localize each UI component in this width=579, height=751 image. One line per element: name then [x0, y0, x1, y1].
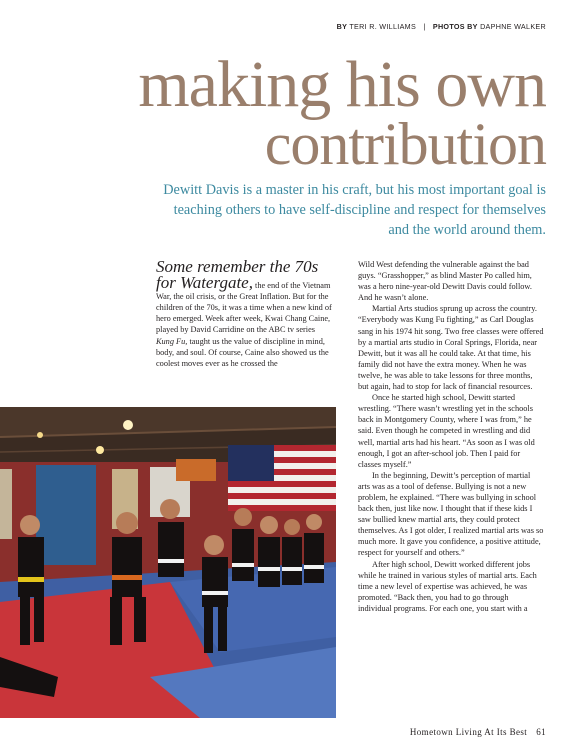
byline-photos-prefix: PHOTOS BY [432, 22, 478, 31]
byline [337, 22, 546, 31]
column-1-italic: Kung Fu, [156, 336, 188, 346]
article-column-2 [358, 259, 544, 614]
article-title-line-1: making his own [138, 48, 546, 121]
byline-photographer: DAPHNE WALKER [480, 22, 546, 31]
dojo-photo-illustration [0, 407, 336, 718]
column-2-paragraph: Martial Arts studios sprung up across the country. “Everybody was Kung Fu fighting,” as Carl Douglas sang in his 1974 hit song. Two free classes were offered by a martial arts studio in Coral Springs, Florida, near Dewitt, but it was all he could take. At that time, his family did not have the extra money. When he was twelve, he was able to take lessons for three months, but again, had to stop for lack of financial resources. [358, 304, 544, 392]
byline-author-prefix: BY [336, 22, 348, 31]
column-1-text: the end of the Vietnam War, the oil crisis, or the Great Inflation. But for the children of the 70s, it was a time when a new kind of hero emerged. Week after week, Kwai Chang Caine, played by David Carridine on the ABC tv series [156, 281, 332, 335]
article-column-1 [156, 259, 334, 369]
column-2-paragraph: Wild West defending the vulnerable against the bad guys. “Grasshopper,” as blind Master Po called him, was a hero nine-year-old Dewitt Davis could follow. And he wasn’t alone. [358, 260, 532, 303]
page-footer [410, 727, 546, 737]
byline-author: TERI R. WILLIAMS [349, 22, 417, 31]
column-2-paragraph: In the beginning, Dewitt’s perception of martial arts was as a tool of defense. Bullying is not a new problem, he explained. “There was bullying in school back then, just like now. I thought that if these kids I saw bullied knew martial arts, they could protect themselves. As I got older, I realized martial arts was so much more. It gave you confidence, a positive attitude, respect for yourself and others.” [358, 470, 544, 558]
byline-separator: | [423, 22, 426, 31]
column-2-paragraph: After high school, Dewitt worked different jobs while he trained in various styles of martial arts. Each time a new level of expertise was achieved, he was promoted. “Back then, you had to go through individual programs. For each one, you start with a [358, 559, 537, 613]
article-deck: Dewitt Davis is a master in his craft, but his most important goal is teaching others to have self-discipline and respect for themselves and the world around them. [163, 182, 546, 238]
footer-publication: Hometown Living At Its Best [409, 727, 528, 737]
column-1-text-end: taught us the value of discipline in mind, body, and soul. Of course, Caine also showed us the coolest moves ever as he crossed the [156, 336, 329, 368]
dojo-photo [0, 407, 336, 718]
article-title-line-2: contribution [264, 111, 546, 177]
page-number: 61 [536, 727, 546, 737]
lead-in: Some remember the 70s for Watergate, [156, 257, 319, 293]
column-2-paragraph: Once he started high school, Dewitt started wrestling. “There wasn’t wrestling yet in the schools back in Montgomery County, where I was from,” he said. Even though he competed in wrestling and did well, martial arts had his heart. “As soon as I was old enough, I got an after-school job. Then I paid for classes myself.” [358, 393, 535, 469]
